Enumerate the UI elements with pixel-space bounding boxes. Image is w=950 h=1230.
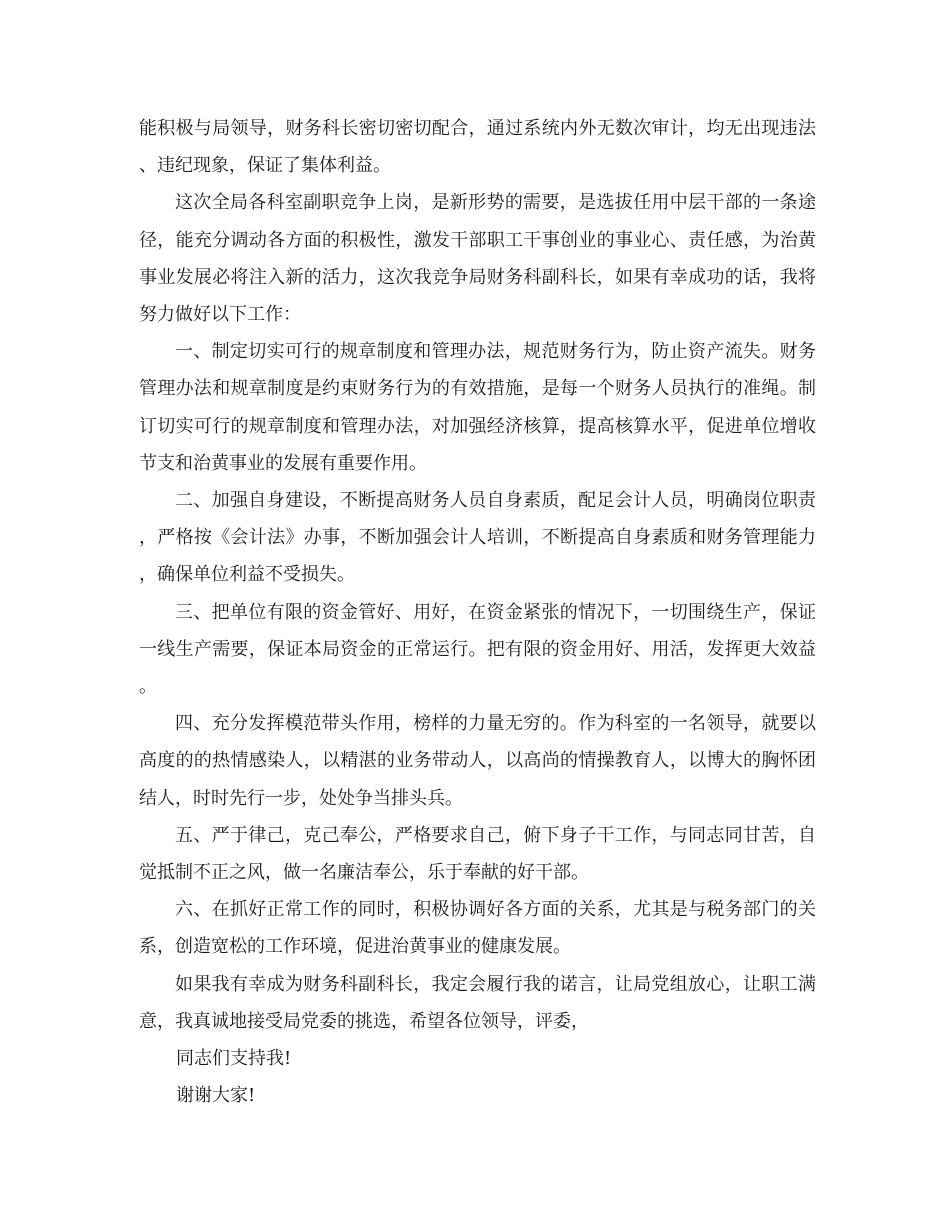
paragraph-item-6: 六、在抓好正常工作的同时，积极协调好各方面的关系，尤其是与税务部门的关系，创造宽松的工作环境，促进治黄事业的健康发展。 (139, 899, 816, 958)
closing-support-line: 同志们支持我! (176, 1048, 292, 1070)
paragraph-item-5: 五、严于律己，克己奉公，严格要求自己，俯下身子干工作，与同志同甘苦，自觉抵制不正之风，做一名廉洁奉公，乐于奉献的好干部。 (139, 824, 816, 884)
paragraph-item-3: 三、把单位有限的资金管好、用好，在资金紧张的情况下，一切围绕生产，保证一线生产需要，保证本局资金的正常运行。把有限的资金用好、用活，发挥更大效益。 (139, 601, 816, 698)
paragraph-item-4: 四、充分发挥模范带头作用，榜样的力量无穷的。作为科室的一名领导，就要以高度的的热情感染人，以精湛的业务带动人，以高尚的情操教育人，以博大的胸怀团结人，时时先行一步，处处争当排头兵。 (139, 713, 816, 809)
paragraph-item-1: 一、制定切实可行的规章制度和管理办法，规范财务行为，防止资产流失。财务管理办法和规章制度是约束财务行为的有效措施，是每一个财务人员执行的准绳。制订切实可行的规章制度和管理办法，对加强经济核算，提高核算水平，促进单位增收节支和治黄事业的发展有重要作用。 (139, 341, 816, 474)
paragraph-conclusion: 如果我有幸成为财务科副科长，我定会履行我的诺言，让局党组放心，让职工满意，我真诚地接受局党委的挑选，希望各位领导，评委， (139, 973, 816, 1032)
paragraph-intro: 这次全局各科室副职竞争上岗，是新形势的需要，是选拔任用中层干部的一条途径，能充分调动各方面的积极性，激发干部职工干事创业的事业心、责任感，为治黄事业发展必将注入新的活力，这次我竞争局财务科副科长，如果有幸成功的话，我将努力做好以下工作： (139, 192, 816, 326)
document-body (139, 110, 816, 1114)
paragraph-item-2: 二、加强自身建设，不断提高财务人员自身素质，配足会计人员，明确岗位职责，严格按《会计法》办事，不断加强会计人培训，不断提高自身素质和财务管理能力，确保单位利益不受损失。 (139, 490, 816, 586)
closing-thanks-line: 谢谢大家! (176, 1085, 256, 1107)
paragraph-continued: 能积极与局领导，财务科长密切密切配合，通过系统内外无数次审计，均无出现违法、违纪现象，保证了集体利益。 (139, 118, 816, 177)
